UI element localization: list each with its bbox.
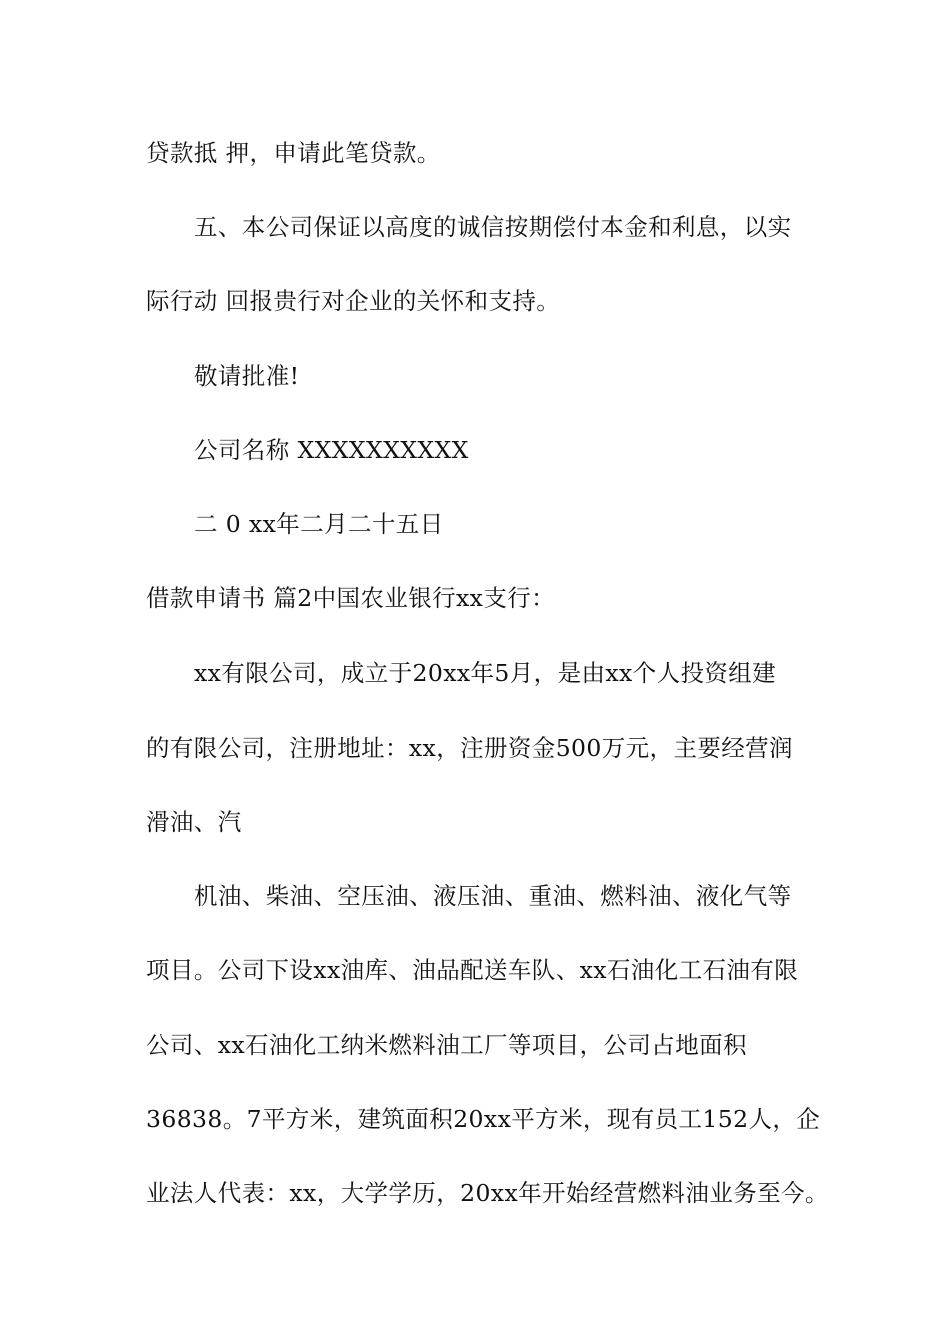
text-line-7: 借款申请书 篇2中国农业银行xx支行： <box>146 584 556 612</box>
text-line-8: xx有限公司，成立于20xx年5月，是由xx个人投资组建 <box>194 659 777 687</box>
text-line-10: 滑油、汽 <box>146 808 242 836</box>
text-line-13: 公司、xx石油化工纳米燃料油工厂等项目，公司占地面积 <box>146 1031 747 1059</box>
text-line-1: 贷款抵 押，申请此笔贷款。 <box>146 139 441 167</box>
text-line-9: 的有限公司，注册地址：xx，注册资金500万元，主要经营润 <box>146 734 793 762</box>
text-line-15: 业法人代表：xx，大学学历，20xx年开始经营燃料油业务至今。 <box>146 1179 829 1207</box>
text-line-6: 二 0 xx年二月二十五日 <box>194 510 444 538</box>
text-line-2: 五、本公司保证以高度的诚信按期偿付本金和利息，以实 <box>194 213 792 241</box>
text-line-5: 公司名称 XXXXXXXXXX <box>194 436 469 464</box>
text-line-14: 36838。7平方米，建筑面积20xx平方米，现有员工152人，企 <box>146 1105 821 1133</box>
text-line-4: 敬请批准! <box>194 362 300 390</box>
text-line-12: 项目。公司下设xx油库、油品配送车队、xx石油化工石油有限 <box>146 956 799 984</box>
text-line-11: 机油、柴油、空压油、液压油、重油、燃料油、液化气等 <box>194 882 792 910</box>
text-line-3: 际行动 回报贵行对企业的关怀和支持。 <box>146 287 561 315</box>
